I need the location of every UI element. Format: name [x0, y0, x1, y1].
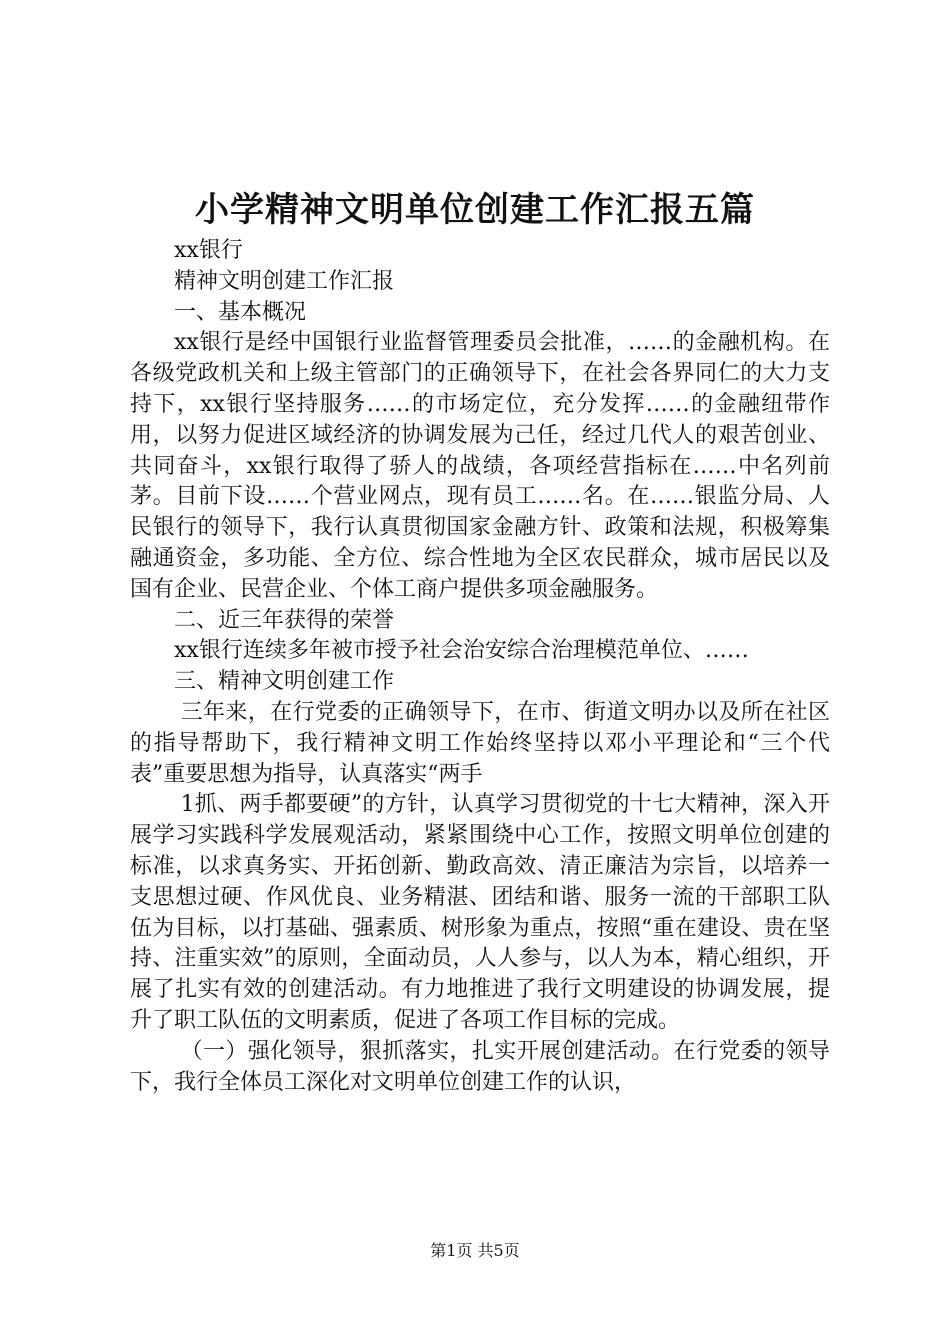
paragraph-overview: xx银行是经中国银行业监督管理委员会批准，……的金融机构。在各级党政机关和上级主管部门的正确领导下，在社会各界同仁的大力支持下，xx银行坚持服务……的市场定位，充分发挥……的金融纽带作用，以努力促进区域经济的协调发展为己任，经过几代人的艰苦创业、共同奋斗，xx银行取得了骄人的战绩，各项经营指标在……中名列前茅。目前下设……个营业网点，现有员工……名。在……银监分局、人民银行的领导下，我行认真贯彻国家金融方针、政策和法规，积极筹集融通资金，多功能、全方位、综合性地为全区农民群众，城市居民以及国有企业、民营企业、个体工商户提供多项金融服务。 [130, 330, 830, 602]
paragraph-creation-detail: 1抓、两手都要硬”的方针，认真学习贯彻党的十七大精神，深入开展学习实践科学发展观活动，紧紧围绕中心工作，按照文明单位创建的标准，以求真务实、开拓创新、勤政高效、清正廉洁为宗旨，以培养一支思想过硬、作风优良、业务精湛、团结和谐、服务一流的干部职工队伍为目标，以打基础、强素质、树形象为重点，按照“重在建设、贵在坚持、注重实效”的原则，全面动员，人人参与，以人为本，精心组织，开展了扎实有效的创建活动。有力地推进了我行文明建设的协调发展，提升了职工队伍的文明素质，促进了各项工作目标的完成。 [130, 792, 830, 1033]
section-heading-overview: 一、基本概况 [174, 299, 307, 325]
paragraph-leadership: （一）强化领导，狠抓落实，扎实开展创建活动。在行党委的领导下，我行全体员工深化对文明单位创建工作的认识， [130, 1038, 830, 1095]
paragraph-honors: xx银行连续多年被市授予社会治安综合治理模范单位、…… [174, 638, 749, 664]
paragraph-creation-intro: 三年来，在行党委的正确领导下，在市、街道文明办以及所在社区的指导帮助下，我行精神文明工作始终坚持以邓小平理论和“三个代表”重要思想为指导，认真落实“两手 [130, 699, 830, 787]
document-body [130, 236, 830, 1098]
paragraph-report-subtitle: 精神文明创建工作汇报 [174, 268, 395, 294]
section-heading-honors: 二、近三年获得的荣誉 [174, 607, 395, 633]
section-heading-creation-work: 三、精神文明创建工作 [174, 669, 395, 695]
document-title: 小学精神文明单位创建工作汇报五篇 [195, 190, 755, 230]
paragraph-bank-name: xx银行 [174, 238, 243, 263]
page-number-footer: 第1页 共5页 [430, 1241, 520, 1260]
